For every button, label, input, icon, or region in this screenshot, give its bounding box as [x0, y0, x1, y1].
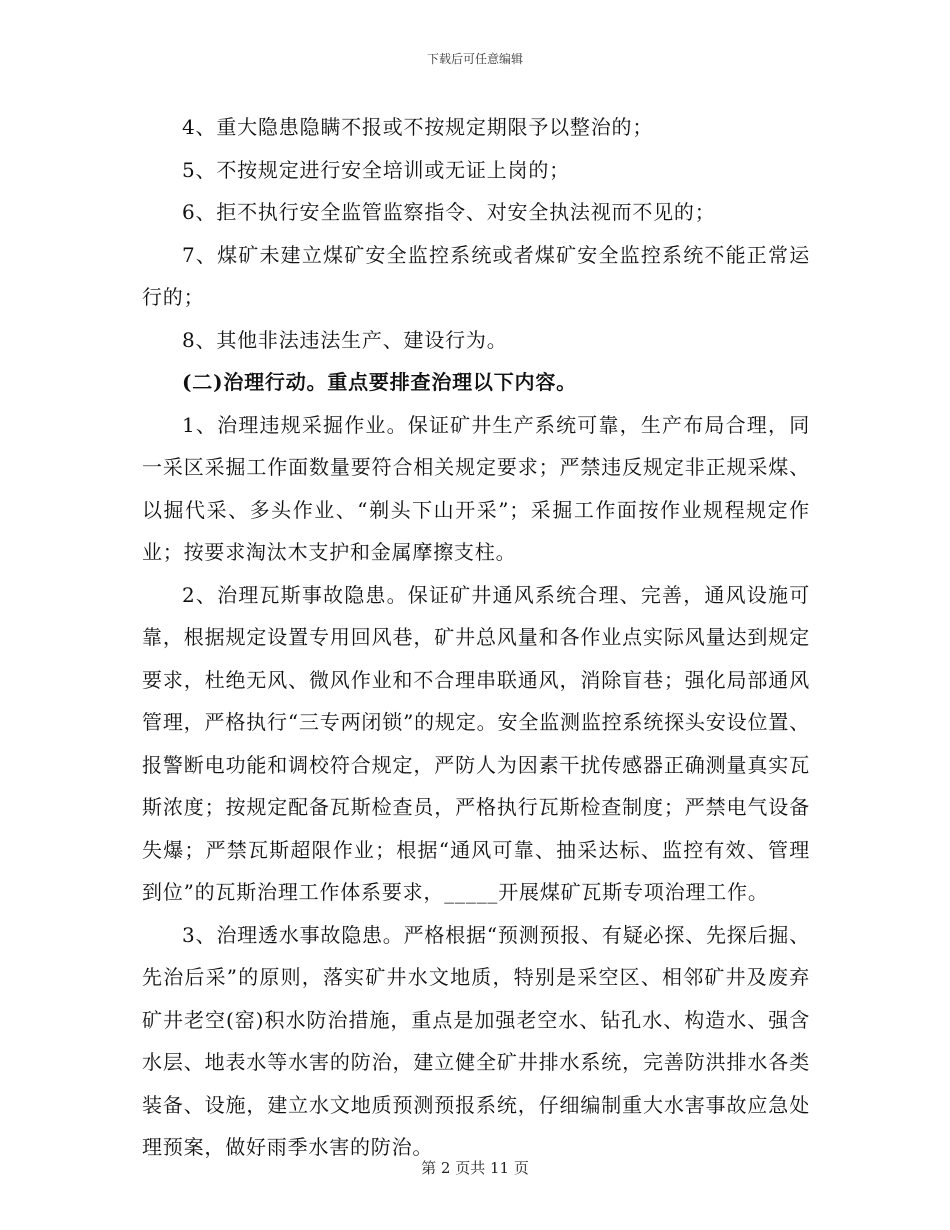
page-header: 下载后可任意编辑 — [426, 52, 523, 66]
page-number-footer: 第 2 页共 11 页 — [421, 1159, 529, 1177]
paragraph-item-6: 6、拒不执行安全监管监察指令、对安全执法视而不见的； — [182, 200, 716, 224]
paragraph-item-7: 7、煤矿未建立煤矿安全监控系统或者煤矿安全监控系统不能正常运行的； — [142, 242, 810, 309]
paragraph-item-5: 5、不按规定进行安全培训或无证上岗的； — [182, 157, 570, 182]
paragraph-water-hazards: 3、治理透水事故隐患。严格根据“预测预报、有疑必探、先探后掘、先治后采”的原则，落实矿井水文地质，特别是采空区、相邻矿井及废弃矿井老空(窑)积水防治措施，重点是加强老空水、钻孔水、构造水、强含水层、地表水等水害的防治，建立健全矿井排水系统，完善防洪排水各类装备、设施，建立水文地质预测预报系统，仔细编制重大水害事故应急处理预案，做好雨季水害的防治。 — [142, 922, 810, 1159]
paragraph-item-4: 4、重大隐患隐瞒不报或不按规定期限予以整治的； — [182, 115, 654, 139]
document-body — [142, 106, 810, 1169]
paragraph-illegal-mining: 1、治理违规采掘作业。保证矿井生产系统可靠，生产布局合理，同一采区采掘工作面数量要符合相关规定要求；严禁违反规定非正规采煤、以掘代采、多头作业、“剃头下山开采”；采掘工作面按作业规程规定作业；按要求淘汰木支护和金属摩擦支柱。 — [142, 412, 810, 564]
paragraph-gas-hazards: 2、治理瓦斯事故隐患。保证矿井通风系统合理、完善，通风设施可靠，根据规定设置专用回风巷，矿井总风量和各作业点实际风量达到规定要求，杜绝无风、微风作业和不合理串联通风，消除盲巷；强化局部通风管理，严格执行“三专两闭锁”的规定。安全监测监控系统探头安设位置、报警断电功能和调校符合规定，严防人为因素干扰传感器正确测量真实瓦斯浓度；按规定配备瓦斯检查员，严格执行瓦斯检查制度；严禁电气设备失爆；严禁瓦斯超限作业；根据“通风可靠、抽采达标、监控有效、管理到位”的瓦斯治理工作体系要求，_____开展煤矿瓦斯专项治理工作。 — [142, 582, 810, 904]
paragraph-item-8: 8、其他非法违法生产、建设行为。 — [182, 327, 508, 352]
section-heading-governance-action: (二)治理行动。重点要排查治理以下内容。 — [182, 370, 577, 394]
